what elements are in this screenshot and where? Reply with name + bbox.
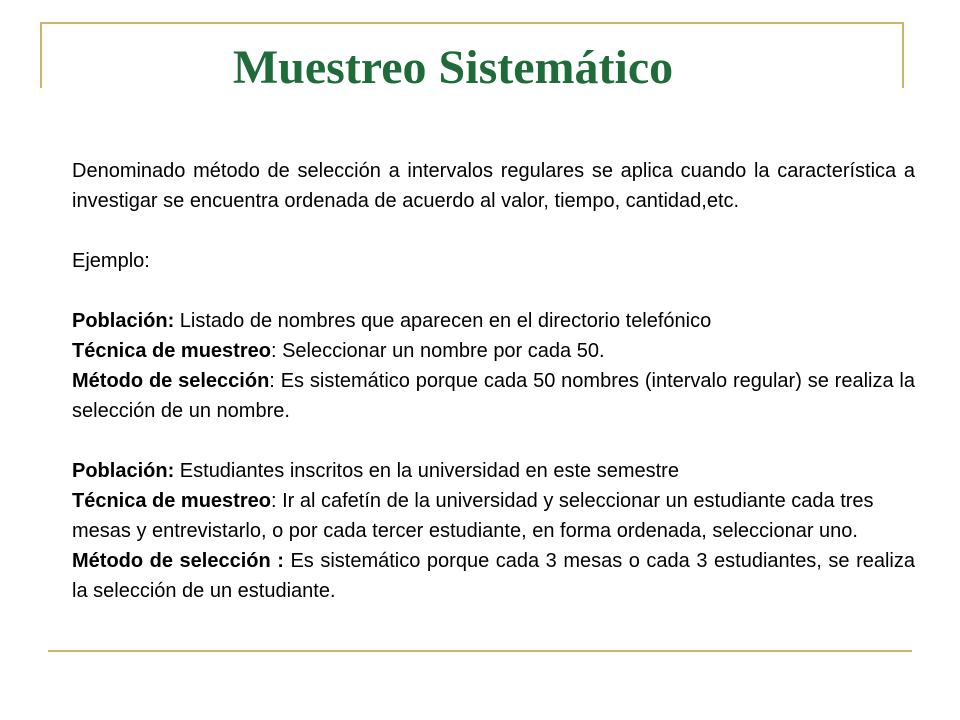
tecnica-text: : Ir al cafetín de la universidad y seleccionar un estudiante cada tres mesas y entrevistarlo, o por cada tercer estudiante, en forma ordenada, seleccionar uno. xyxy=(72,490,874,542)
example-heading: Ejemplo: xyxy=(72,250,150,272)
tecnica-label: Técnica de muestreo xyxy=(72,490,271,512)
metodo-line xyxy=(72,366,915,426)
poblacion-label: Población: xyxy=(72,310,175,332)
poblacion-text: Estudiantes inscritos en la universidad en este semestre xyxy=(174,460,679,482)
metodo-text: Es sistemático porque cada 3 mesas o cada 3 estudiantes, se realiza la selección de un estudiante. xyxy=(72,550,915,602)
spacer xyxy=(72,216,915,246)
frame-top-rule xyxy=(40,22,904,24)
poblacion-line xyxy=(72,456,915,486)
example-block-1 xyxy=(72,306,915,426)
poblacion-label: Población: xyxy=(72,460,175,482)
poblacion-line xyxy=(72,306,915,336)
metodo-label: Método de selección : xyxy=(72,550,284,572)
metodo-line xyxy=(72,546,915,606)
tecnica-text: : Seleccionar un nombre por cada 50. xyxy=(270,340,605,362)
spacer xyxy=(72,276,915,306)
metodo-text: : Es sistemático porque cada 50 nombres (intervalo regular) se realiza la selección de un nombre. xyxy=(72,370,915,422)
slide-title: Muestreo Sistemático xyxy=(232,41,674,94)
tecnica-line xyxy=(72,486,915,546)
spacer xyxy=(72,426,915,456)
example-block-2 xyxy=(72,456,915,606)
frame-bottom-rule xyxy=(48,650,912,652)
poblacion-text: Listado de nombres que aparecen en el directorio telefónico xyxy=(174,310,712,332)
tecnica-label: Técnica de muestreo xyxy=(72,340,271,362)
slide-body xyxy=(72,156,915,606)
metodo-label: Método de selección xyxy=(72,370,270,392)
tecnica-line xyxy=(72,336,915,366)
intro-paragraph: Denominado método de selección a intervalos regulares se aplica cuando la característica a investigar se encuentra ordenada de acuerdo al valor, tiempo, cantidad,etc. xyxy=(72,160,915,212)
